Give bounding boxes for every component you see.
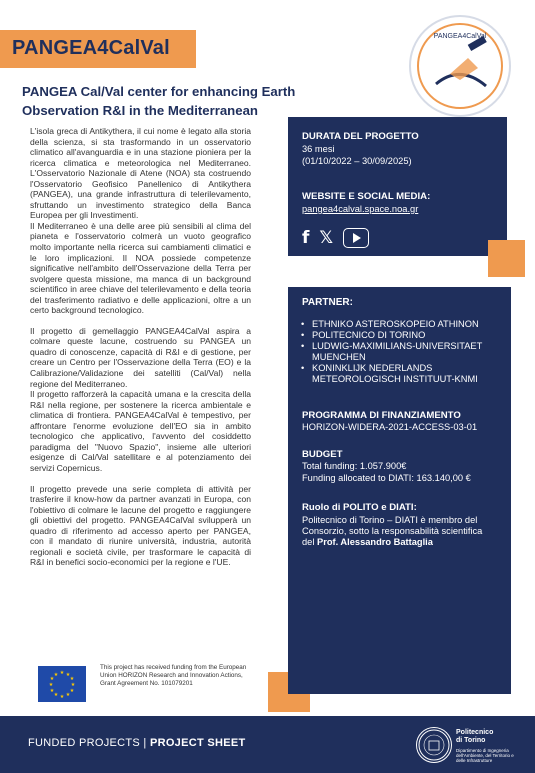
svg-text:★: ★ [53, 692, 59, 698]
project-subtitle: PANGEA Cal/Val center for enhancing Earth Observation R&I in the Mediterranean [22, 84, 296, 118]
polito-seal-icon [416, 727, 452, 763]
social-icons [302, 228, 369, 248]
decor-square [488, 240, 525, 277]
svg-text:★: ★ [53, 672, 59, 678]
list-item: • KONINKLIJK NEDERLANDS METEOROLOGISCH INSTITUUT-KNMI [312, 363, 512, 385]
title-band [0, 30, 196, 68]
role-description: Politecnico di Torino – DIATI è membro del Consorzio, sotto la responsabilità scientifica del [302, 515, 483, 547]
footer-label [28, 737, 246, 749]
svg-text:★: ★ [48, 682, 54, 688]
svg-text:★: ★ [65, 692, 71, 698]
body-text [30, 126, 251, 578]
svg-text:★: ★ [49, 676, 55, 682]
role-label: Ruolo di POLITO e DIATI: [302, 502, 417, 513]
svg-text:★: ★ [69, 676, 75, 682]
list-item: • LUDWIG-MAXIMILIANS-UNIVERSITAET MUENCHEN [312, 341, 512, 363]
svg-text:★: ★ [70, 682, 76, 688]
logo-text: PANGEA4CalVal [433, 33, 487, 40]
programme-label: PROGRAMMA DI FINANZIAMENTO [302, 410, 461, 421]
pangea-logo [408, 14, 512, 118]
budget-total: Total funding: 1.057.900€ [302, 461, 407, 471]
funding-note: This project has received funding from the European Union HORIZON Research and Innovation Actions, Grant Agreement No. 101079201 [100, 664, 247, 687]
facebook-icon[interactable]: f [302, 228, 310, 248]
eu-flag-icon [38, 666, 86, 702]
svg-text:★: ★ [59, 694, 65, 700]
svg-text:★: ★ [69, 688, 75, 694]
svg-text:★: ★ [65, 672, 71, 678]
duration-months: 36 mesi [302, 144, 335, 154]
paragraph: Il progetto prevede una serie completa di attività per trasferire il know-how da partner avanzati in Europa, con l'obiettivo di colmare le lacune del progetto e raggiungere gli obiettivi del progetto. PANGEA4CalVal svilupperà un quadro di riferimento ad accesso aperto per PANGEA, con il mandato di riunire università, industria, autorità regionali e società civile, per trasformare le capacità di R&I in benefici socio-economici per la regione e l'UE. [30, 483, 251, 568]
svg-text:★: ★ [49, 688, 55, 694]
role-person: Prof. Alessandro Battaglia [317, 537, 433, 547]
x-icon[interactable]: 𝕏 [319, 228, 334, 248]
web-label: WEBSITE E SOCIAL MEDIA: [302, 191, 431, 202]
role-text [302, 515, 497, 548]
duration-label: DURATA DEL PROGETTO [302, 131, 419, 142]
youtube-icon[interactable] [343, 228, 369, 248]
list-item: • ETHNIKO ASTEROSKOPEIO ATHINON [312, 319, 512, 330]
paragraph: Il progetto di gemellaggio PANGEA4CalVal aspira a colmare queste lacune, costruendo su PANGEA un quadro di conoscenze, capacità di R&I e di gestione, per creare un Centro per l'Osservazione della Terra (EO) e la Calibrazione/Validazione dei satelliti (Cal/Val) nella regione del Mediterraneo. Il progetto rafforzerà la capacità umana e la crescita della R&I nella regione, per sostenere la ricerca ambientale e climatica di frontiera. PANGEA4CalVal è tempestivo, per affrontare l'enorme evoluzione dell'EO sia in ambito tecnologico che applicativo, l'avvento del cosiddetto paradigma del "Nuovo Spazio", insieme alle ulteriori esigenze di Cal/Val satellitare e al potenziamento dei servizi Copernicus. [30, 325, 251, 473]
website-link[interactable]: pangea4calval.space.noa.gr [302, 204, 419, 214]
list-item: • POLITECNICO DI TORINO [312, 330, 512, 341]
project-title: PANGEA4CalVal [12, 37, 170, 59]
footer-left: FUNDED PROJECTS | [28, 737, 150, 749]
paragraph: L'isola greca di Antikythera, il cui nome è legato alla storia della scienza, si sta trasformando in un osservatorio climatico all'avanguardia e in una stazione pioniera per la ricerca climatica e meteorologica nel Mediterraneo. L'Osservatorio Nazionale di Atene (NOA) sta costruendo l'Osservatorio Geofisico Panellenico di Antikythera (PANGEA), una grande infrastruttura di telerilevamento, sfruttando un investimento strategico della Banca Europea per gli Investimenti. Il Mediterraneo è una delle aree più sensibili al clima del pianeta e l'osservatorio colmerà un vuoto geografico molto importante nella ricerca sui cambiamenti climatici e le loro implicazioni. Il NOA possiede competenze significative nell'ambito dell'Osservazione della Terra per svolgere questa missione, ma manca di un background scientifico in aree chiave del telerilevamento e della teoria del trasferimento radiativo e delle applicazioni, oltre a un certo background tecnologico. [30, 126, 251, 316]
polito-name: Politecnico di Torino [456, 729, 494, 744]
budget-diati: Funding allocated to DIATI: 163.140,00 € [302, 473, 471, 483]
footer-left-bold: PROJECT SHEET [149, 737, 246, 749]
polito-dept: Dipartimento di Ingegneria dell'Ambiente, del Territorio e delle Infrastrutture [456, 748, 514, 763]
svg-text:★: ★ [59, 670, 65, 676]
programme-value: HORIZON-WIDERA-2021-ACCESS-03-01 [302, 422, 478, 432]
partner-label: PARTNER: [302, 297, 353, 308]
budget-label: BUDGET [302, 449, 343, 460]
duration-dates: (01/10/2022 – 30/09/2025) [302, 156, 412, 166]
partner-list [300, 319, 512, 385]
